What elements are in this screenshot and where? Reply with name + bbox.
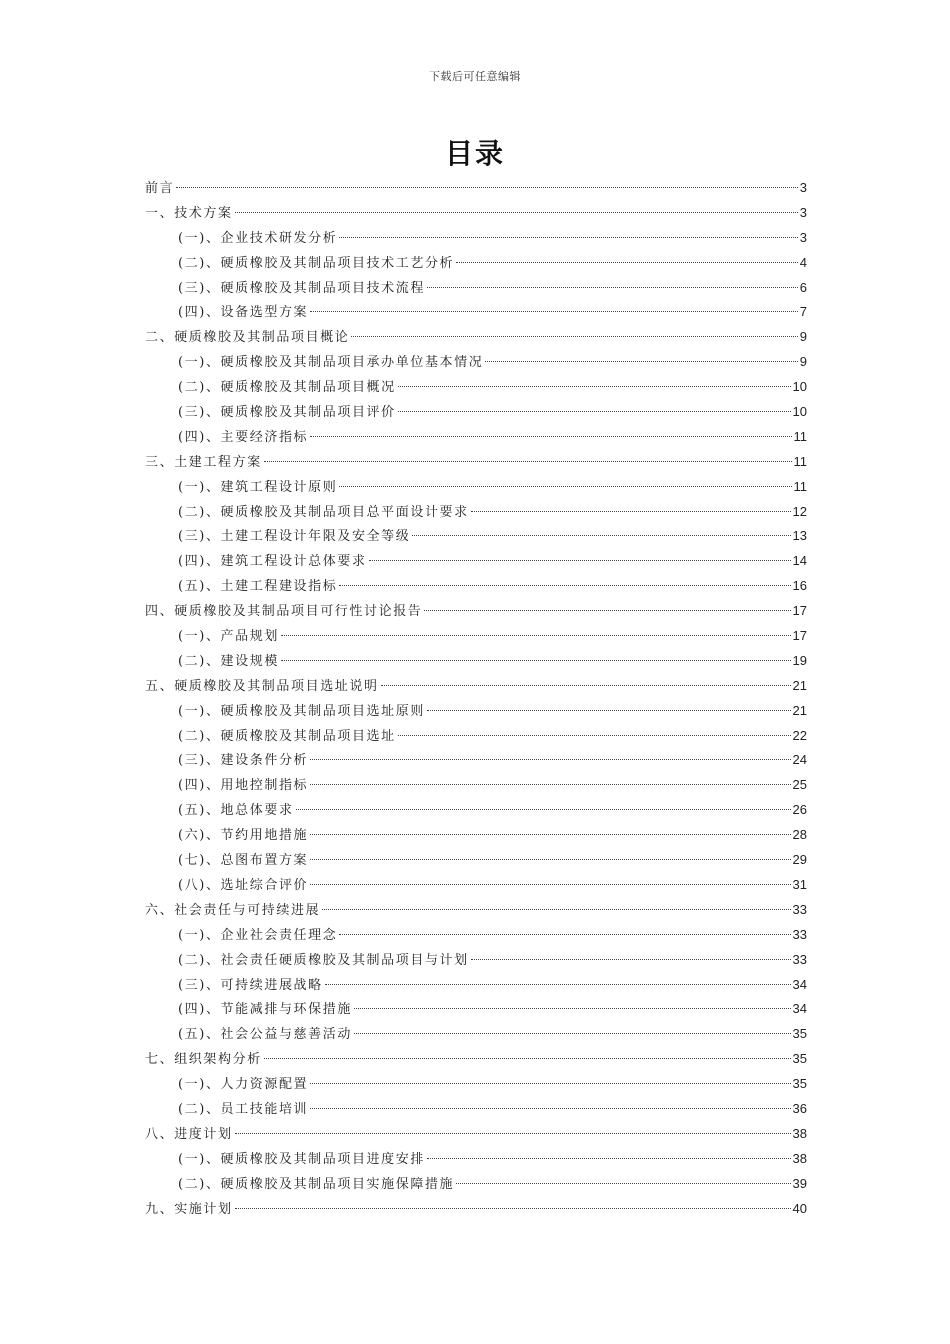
toc-section-entry[interactable] — [145, 649, 807, 674]
toc-dot-leader — [471, 511, 791, 512]
toc-entry-page-number: 17 — [792, 603, 807, 619]
toc-chapter-entry[interactable] — [145, 1122, 807, 1147]
toc-entry-label: (四)、用地控制指标 — [178, 778, 309, 794]
toc-entry-label: (二)、员工技能培训 — [178, 1101, 309, 1117]
header-note: 下载后可任意编辑 — [429, 70, 521, 83]
toc-entry-page-number: 24 — [792, 752, 807, 768]
toc-section-entry[interactable] — [145, 276, 807, 301]
toc-entry-label: 九、实施计划 — [145, 1201, 233, 1217]
toc-entry-label: (一)、企业技术研发分析 — [178, 230, 338, 246]
toc-section-entry[interactable] — [145, 400, 807, 425]
toc-entry-label: 五、硬质橡胶及其制品项目选址说明 — [145, 678, 379, 694]
toc-entry-page-number: 14 — [792, 553, 807, 569]
toc-section-entry[interactable] — [145, 773, 807, 798]
toc-dot-leader — [281, 660, 791, 661]
toc-dot-leader — [424, 610, 790, 611]
toc-dot-leader — [235, 1133, 791, 1134]
toc-section-entry[interactable] — [145, 1072, 807, 1097]
toc-dot-leader — [398, 411, 791, 412]
toc-section-entry[interactable] — [145, 823, 807, 848]
toc-entry-label: 八、进度计划 — [145, 1126, 233, 1142]
toc-entry-label: 三、土建工程方案 — [145, 454, 262, 470]
toc-entry-page-number: 26 — [792, 802, 807, 818]
table-of-contents — [145, 176, 807, 1221]
toc-entry-page-number: 13 — [792, 528, 807, 544]
toc-section-entry[interactable] — [145, 973, 807, 998]
toc-entry-page-number: 11 — [793, 428, 807, 444]
toc-entry-label: (五)、土建工程建设指标 — [178, 579, 338, 595]
toc-entry-page-number: 16 — [792, 578, 807, 594]
toc-dot-leader — [264, 1058, 791, 1059]
toc-entry-label: (二)、硬质橡胶及其制品项目总平面设计要求 — [178, 504, 469, 520]
toc-entry-page-number: 36 — [792, 1100, 807, 1116]
toc-entry-page-number: 7 — [799, 304, 807, 320]
toc-entry-label: (三)、建设条件分析 — [178, 753, 309, 769]
toc-section-entry[interactable] — [145, 1172, 807, 1197]
toc-entry-page-number: 3 — [799, 229, 807, 245]
toc-entry-page-number: 11 — [793, 453, 807, 469]
toc-dot-leader — [310, 834, 790, 835]
toc-dot-leader — [456, 1183, 790, 1184]
toc-entry-page-number: 21 — [792, 702, 807, 718]
toc-dot-leader — [354, 1008, 791, 1009]
toc-dot-leader — [339, 585, 790, 586]
toc-dot-leader — [339, 934, 790, 935]
toc-section-entry[interactable] — [145, 699, 807, 724]
toc-entry-page-number: 34 — [792, 976, 807, 992]
toc-section-entry[interactable] — [145, 724, 807, 749]
toc-entry-page-number: 4 — [799, 254, 807, 270]
toc-entry-label: (二)、硬质橡胶及其制品项目技术工艺分析 — [178, 255, 455, 271]
toc-entry-label: (三)、可持续进展战略 — [178, 977, 323, 993]
toc-entry-label: (三)、硬质橡胶及其制品项目评价 — [178, 405, 396, 421]
toc-entry-page-number: 11 — [793, 478, 807, 494]
toc-section-entry[interactable] — [145, 300, 807, 325]
toc-dot-leader — [485, 361, 797, 362]
toc-entry-page-number: 6 — [799, 279, 807, 295]
toc-entry-page-number: 35 — [792, 1026, 807, 1042]
toc-section-entry[interactable] — [145, 798, 807, 823]
toc-section-entry[interactable] — [145, 574, 807, 599]
toc-dot-leader — [310, 859, 790, 860]
toc-entry-label: (四)、设备选型方案 — [178, 305, 309, 321]
toc-dot-leader — [398, 735, 791, 736]
toc-dot-leader — [427, 1158, 791, 1159]
toc-dot-leader — [235, 1208, 791, 1209]
toc-chapter-entry[interactable] — [145, 201, 807, 226]
toc-section-entry[interactable] — [145, 873, 807, 898]
toc-section-entry[interactable] — [145, 1147, 807, 1172]
toc-section-entry[interactable] — [145, 997, 807, 1022]
toc-entry-page-number: 35 — [792, 1076, 807, 1092]
toc-entry-page-number: 38 — [792, 1125, 807, 1141]
toc-dot-leader — [339, 237, 797, 238]
toc-entry-label: (四)、节能减排与环保措施 — [178, 1002, 352, 1018]
toc-dot-leader — [310, 1108, 790, 1109]
toc-section-entry[interactable] — [145, 923, 807, 948]
page-title: 目录 — [444, 137, 505, 170]
toc-entry-label: 二、硬质橡胶及其制品项目概论 — [145, 330, 350, 346]
toc-dot-leader — [310, 759, 790, 760]
toc-dot-leader — [322, 909, 790, 910]
toc-section-entry[interactable] — [145, 549, 807, 574]
toc-chapter-entry[interactable] — [145, 1047, 807, 1072]
toc-chapter-entry[interactable] — [145, 1197, 807, 1222]
toc-section-entry[interactable] — [145, 848, 807, 873]
toc-entry-label: (四)、建筑工程设计总体要求 — [178, 554, 367, 570]
toc-section-entry[interactable] — [145, 1022, 807, 1047]
toc-entry-page-number: 12 — [792, 503, 807, 519]
toc-chapter-entry[interactable] — [145, 176, 807, 201]
toc-entry-page-number: 35 — [792, 1051, 807, 1067]
toc-entry-label: (二)、硬质橡胶及其制品项目概况 — [178, 380, 396, 396]
toc-entry-label: (二)、建设规模 — [178, 653, 279, 669]
toc-entry-label: 七、组织架构分析 — [145, 1052, 262, 1068]
toc-dot-leader — [354, 1033, 791, 1034]
toc-section-entry[interactable] — [145, 624, 807, 649]
toc-dot-leader — [310, 311, 798, 312]
toc-entry-page-number: 28 — [792, 827, 807, 843]
toc-dot-leader — [310, 884, 790, 885]
toc-dot-leader — [281, 635, 791, 636]
toc-dot-leader — [427, 710, 791, 711]
toc-dot-leader — [412, 535, 790, 536]
toc-dot-leader — [381, 685, 791, 686]
toc-dot-leader — [427, 287, 798, 288]
toc-dot-leader — [339, 486, 791, 487]
toc-entry-label: 前言 — [145, 181, 175, 196]
toc-dot-leader — [310, 784, 790, 785]
toc-entry-page-number: 21 — [792, 677, 807, 693]
toc-entry-page-number: 31 — [792, 876, 807, 892]
toc-entry-label: (一)、硬质橡胶及其制品项目进度安排 — [178, 1151, 425, 1167]
toc-entry-label: 六、社会责任与可持续进展 — [145, 902, 321, 918]
toc-entry-page-number: 10 — [792, 404, 807, 420]
toc-dot-leader — [176, 187, 798, 188]
toc-dot-leader — [235, 212, 798, 213]
toc-section-entry[interactable] — [145, 350, 807, 375]
toc-entry-page-number: 29 — [792, 852, 807, 868]
toc-entry-label: (一)、硬质橡胶及其制品项目承办单位基本情况 — [178, 355, 484, 371]
toc-chapter-entry[interactable] — [145, 450, 807, 475]
toc-dot-leader — [369, 560, 791, 561]
toc-entry-page-number: 9 — [799, 329, 807, 345]
toc-section-entry[interactable] — [145, 748, 807, 773]
toc-section-entry[interactable] — [145, 226, 807, 251]
toc-entry-page-number: 3 — [799, 180, 807, 195]
toc-entry-label: (一)、建筑工程设计原则 — [178, 479, 338, 495]
toc-entry-label: (五)、地总体要求 — [178, 803, 294, 819]
toc-entry-page-number: 10 — [792, 379, 807, 395]
toc-entry-page-number: 40 — [792, 1200, 807, 1216]
toc-entry-label: (七)、总图布置方案 — [178, 853, 309, 869]
toc-dot-leader — [471, 959, 791, 960]
toc-entry-label: (一)、人力资源配置 — [178, 1077, 309, 1093]
toc-dot-leader — [398, 386, 791, 387]
toc-chapter-entry[interactable] — [145, 674, 807, 699]
toc-entry-page-number: 19 — [792, 652, 807, 668]
toc-entry-page-number: 38 — [792, 1150, 807, 1166]
toc-entry-label: 四、硬质橡胶及其制品项目可行性讨论报告 — [145, 604, 423, 620]
toc-entry-label: (一)、硬质橡胶及其制品项目选址原则 — [178, 703, 425, 719]
toc-entry-page-number: 3 — [799, 204, 807, 220]
toc-section-entry[interactable] — [145, 425, 807, 450]
toc-entry-label: (二)、社会责任硬质橡胶及其制品项目与计划 — [178, 952, 469, 968]
toc-entry-page-number: 22 — [792, 727, 807, 743]
toc-entry-label: (二)、硬质橡胶及其制品项目选址 — [178, 728, 396, 744]
toc-entry-page-number: 17 — [792, 628, 807, 644]
toc-entry-page-number: 25 — [792, 777, 807, 793]
toc-entry-page-number: 33 — [792, 951, 807, 967]
toc-chapter-entry[interactable] — [145, 599, 807, 624]
toc-section-entry[interactable] — [145, 948, 807, 973]
toc-entry-page-number: 9 — [799, 354, 807, 370]
toc-section-entry[interactable] — [145, 475, 807, 500]
toc-entry-label: (四)、主要经济指标 — [178, 429, 309, 445]
toc-entry-page-number: 34 — [792, 1001, 807, 1017]
toc-section-entry[interactable] — [145, 1097, 807, 1122]
toc-entry-label: 一、技术方案 — [145, 205, 233, 221]
toc-chapter-entry[interactable] — [145, 898, 807, 923]
toc-entry-label: (五)、社会公益与慈善活动 — [178, 1027, 352, 1043]
toc-dot-leader — [325, 984, 791, 985]
toc-entry-label: (八)、选址综合评价 — [178, 877, 309, 893]
toc-dot-leader — [351, 336, 797, 337]
toc-dot-leader — [296, 809, 791, 810]
toc-section-entry[interactable] — [145, 524, 807, 549]
toc-section-entry[interactable] — [145, 500, 807, 525]
toc-chapter-entry[interactable] — [145, 325, 807, 350]
toc-entry-label: (一)、企业社会责任理念 — [178, 927, 338, 943]
toc-entry-page-number: 33 — [792, 901, 807, 917]
toc-entry-page-number: 33 — [792, 926, 807, 942]
toc-section-entry[interactable] — [145, 251, 807, 276]
toc-entry-label: (三)、硬质橡胶及其制品项目技术流程 — [178, 280, 425, 296]
toc-entry-page-number: 39 — [792, 1175, 807, 1191]
toc-dot-leader — [310, 436, 791, 437]
toc-dot-leader — [264, 461, 792, 462]
toc-section-entry[interactable] — [145, 375, 807, 400]
toc-entry-label: (三)、土建工程设计年限及安全等级 — [178, 529, 411, 545]
toc-dot-leader — [456, 262, 798, 263]
toc-dot-leader — [310, 1083, 790, 1084]
toc-entry-label: (六)、节约用地措施 — [178, 828, 309, 844]
toc-entry-label: (二)、硬质橡胶及其制品项目实施保障措施 — [178, 1176, 455, 1192]
toc-entry-label: (一)、产品规划 — [178, 629, 279, 645]
